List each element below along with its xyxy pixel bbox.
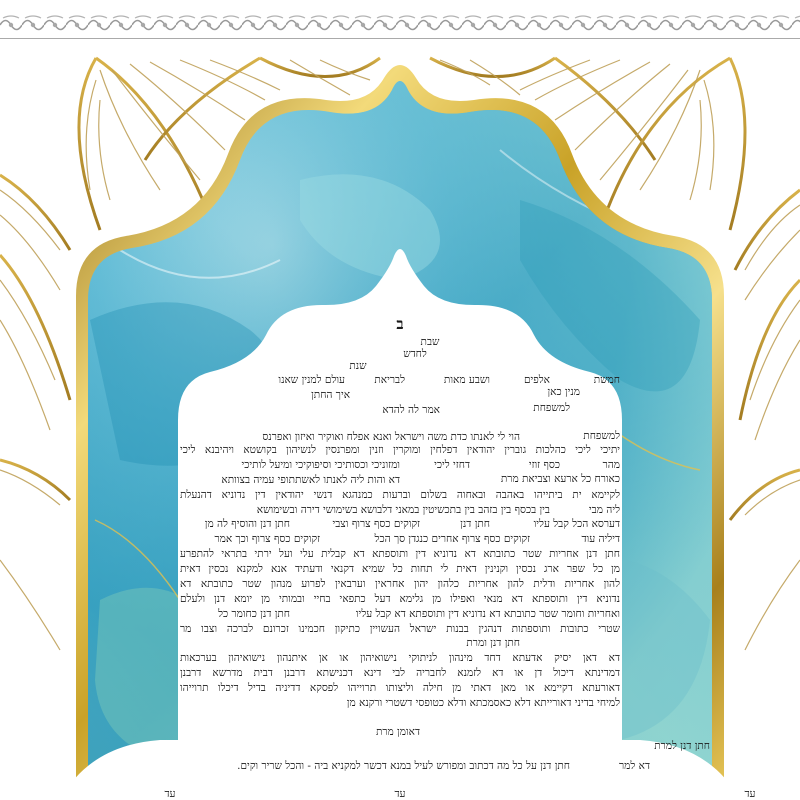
- text-line-26b: דאומן מרת: [375, 726, 420, 738]
- text-line-9d: ומזוניכי וכסותיכי וסיפוקיכי ומיעל לותיכי: [241, 459, 400, 471]
- text-line-13b: חתן דנן: [460, 518, 490, 530]
- text-line-26a: חתן דנן למרת: [654, 740, 710, 752]
- text-line-21: חתן דנן ומרת: [466, 637, 520, 649]
- witness-signature-3: עד: [744, 788, 756, 800]
- text-line-16: מן כל שפר ארג נכסין וקנינין דאית לי תחות כל שמיא דקנאי ודעתיד אנא למקנא נכסין דאית: [180, 563, 620, 575]
- text-line-4a: חמשת: [593, 374, 620, 386]
- text-line-9a: מהר: [602, 459, 620, 471]
- text-line-13a: דערסא הכל קבל עליו: [533, 518, 620, 530]
- text-line-12b: בין בכסף בין בזהב בין בתכשיטין במאני דלבושא בשימושי דירה ובשימושא: [256, 504, 550, 516]
- text-line-20: שטרי כתובות ותוספתות דנהגין בבנות ישראל העשויין כתיקון חכמינו זכרונם לברכה וצבו מר: [180, 623, 620, 635]
- text-line-7b: הוי לי לאנתו כדת משה וישראל ואנא אפלח ואוקיר ואיזון ואפרנס: [262, 431, 520, 443]
- text-line-14b: זקוקים כסף צרוף אחרים כנגדן סך הכל: [374, 533, 530, 545]
- witness-signature-2: עד: [394, 788, 406, 800]
- text-year: שנת: [349, 360, 367, 372]
- text-line-15: חתן דנן אחריות שטר כתובתא דא נדוניא דין ותוספתא דא קבלית עלי ועל ירתי בתראי להתפרע: [180, 548, 620, 560]
- text-line-25: למיחי בדיני דאורייתא דלא כאסמכתא ודלא כטופסי דשטרי ורקנא מן: [346, 697, 620, 709]
- text-line-12a: ליה מבי: [588, 504, 620, 516]
- text-line-11: לקיימא ית ביתייהו באהבה ובאחוה בשלום וברעות כמנהגא דנשי יהודאין דין נדוניא דהנעלת: [180, 489, 620, 501]
- text-line-4d: לבריאת: [374, 374, 405, 386]
- text-line-13c: זקוקים כסף צרוף וצבי: [332, 518, 420, 530]
- text-line-18: נדוניא דין ותוספתא דא מנאי ואפילו מן גלימא דעל כתפאי בחיי ובמותי מן יומא דנן ולעלם: [180, 593, 620, 605]
- text-line-27b: חתן דנן על כל מה דכתוב ומפורש לעיל במנא דכשר למקניא ביה - והכל שריר וקים.: [237, 760, 570, 772]
- text-line-24: דאורעתא דקיימא או מאן דאתי מן חילה וליצותו תרוייהו לפסקא דדיניה בדיל דיכלו תרוייהו: [180, 682, 620, 694]
- witness-signature-1: עד: [164, 788, 176, 800]
- text-line-22: דא דאן יסיק אדעתא דחד מינהון לניתוקי נישואיהון או אן איתנהון נישואיהון בערכאות: [180, 652, 620, 664]
- text-line-6b: אמר לה להדא: [382, 404, 440, 416]
- text-line-14a: דיליה עוד: [581, 533, 620, 545]
- opening-bet: ב: [396, 315, 404, 333]
- text-line-4b: אלפים: [523, 374, 550, 386]
- text-day: שבת: [420, 336, 440, 348]
- text-line-10a: כאורח כל ארעא וצביאת מרת: [500, 473, 620, 485]
- text-line-4c: ושבע מאות: [443, 374, 490, 386]
- text-line-5a: מנין כאן: [547, 386, 580, 398]
- text-line-19b: חתן דנן כחומר כל: [218, 608, 290, 620]
- text-line-5b: איך החתן: [311, 389, 350, 401]
- text-line-23: דמדינתא דיכול דן או דא לזמנא לחבריה לבי דינא דכנישתא דרבנן דבית מדרשא דרבנן: [180, 667, 620, 679]
- text-line-10b: דא והות ליה לאנתו לאשתתופי עמיה בצוותא: [221, 474, 400, 486]
- text-line-14c: זקוקים כסף צרוף וכך אמר: [214, 533, 320, 545]
- text-line-19a: ואחריות וחומר שטר כתובתא דא נדוניא דין ותוספתא דא קבל עליו: [355, 608, 620, 620]
- text-line-13d: חתן דנן והוסיף לה מן: [204, 518, 290, 530]
- text-line-4e: עולם למנין שאנו: [278, 374, 345, 386]
- text-line-9b: כסף זוזי: [528, 459, 560, 471]
- text-month: לחדש: [403, 348, 427, 360]
- text-line-6a: למשפחת: [533, 402, 570, 414]
- text-line-17: להון אחריות ודלית להון אחריות כלהון יהון אחראין וערבאין לפרוע מנהון שטר כתובתא דא: [180, 578, 620, 590]
- text-line-9c: דחזי ליכי: [434, 459, 470, 471]
- text-line-27a: דא למר: [619, 760, 650, 772]
- text-line-8: יתיכי ליכי כהלכות גוברין יהודאין דפלחין ומוקרין וזנין ומפרנסין לנשיהון בקושטא ויהיבנא ליכי: [180, 444, 620, 456]
- text-line-7a: למשפחת: [583, 430, 620, 442]
